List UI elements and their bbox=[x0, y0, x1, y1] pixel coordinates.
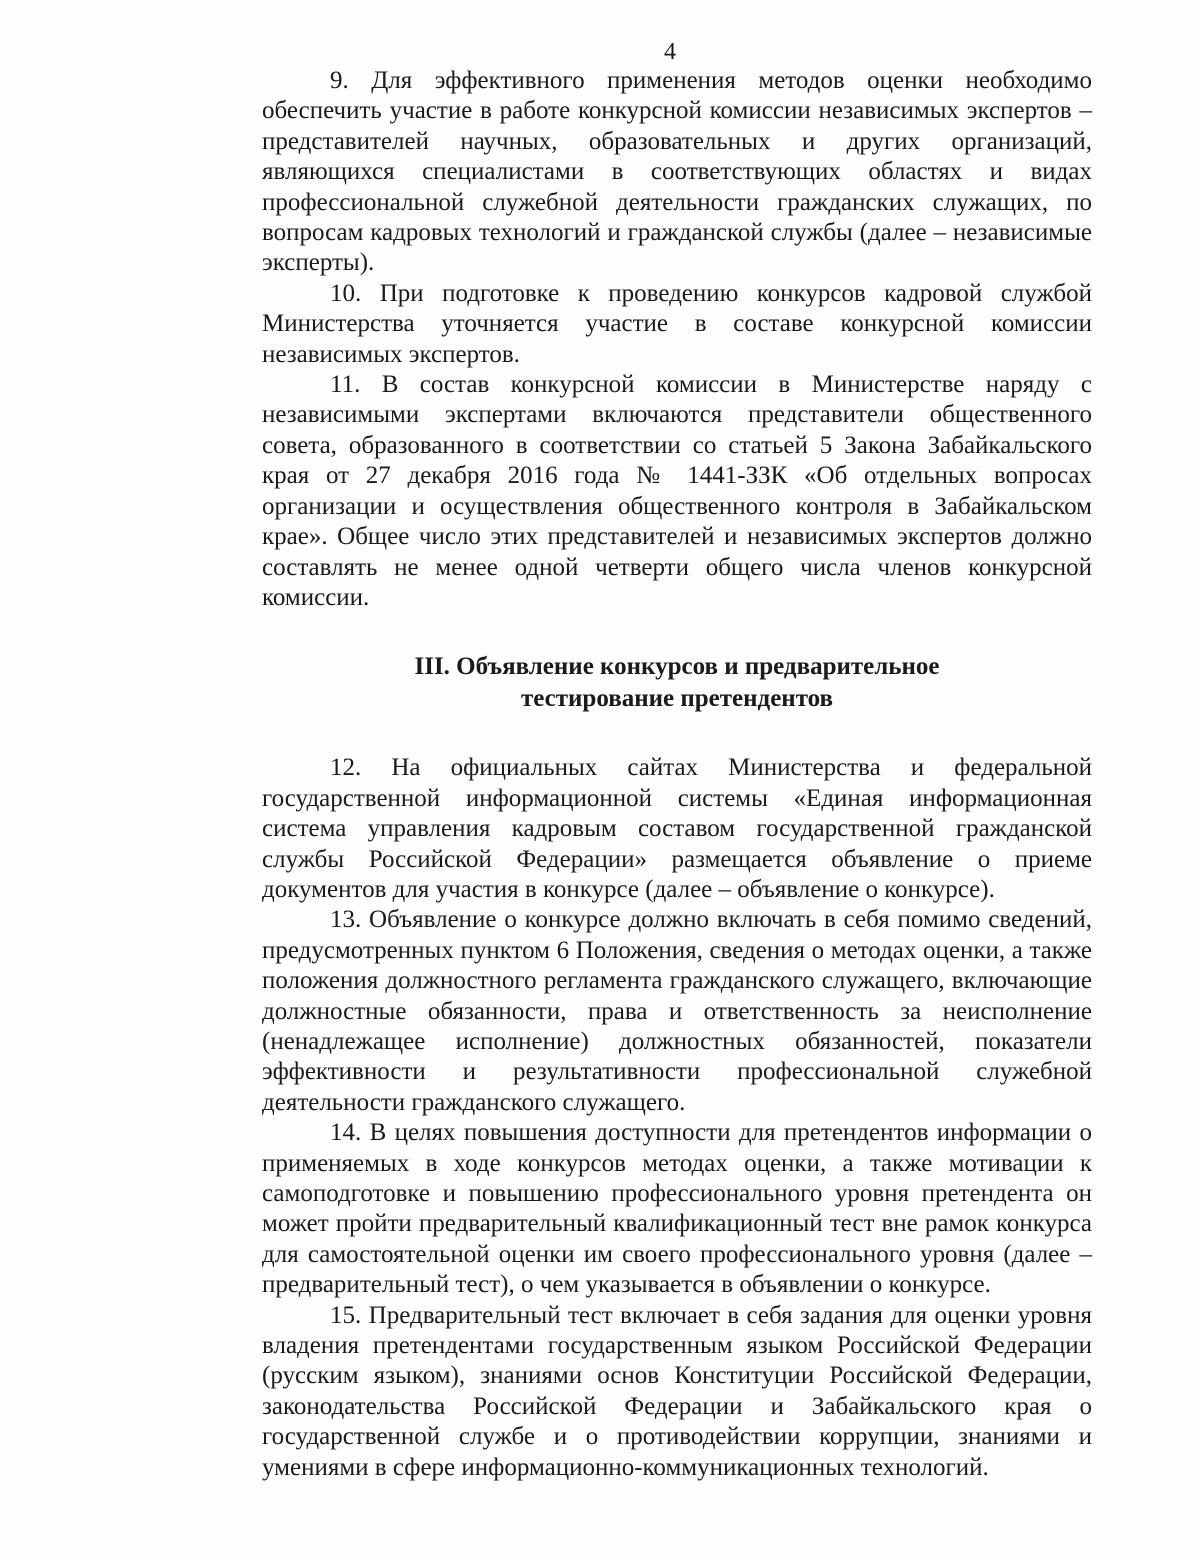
paragraph-9: 9. Для эффективного применения методов оценки необходимо обеспечить участие в работе конкурсной комиссии независимых экспертов – представителей научных, образовательных и других организаций, являющихся специалистами в соответствующих областях и видах профессиональной служебной деятельности гражданских служащих, по вопросам кадровых технологий и гражданской службы (далее – независимые эксперты). bbox=[262, 67, 1092, 277]
section-heading-line-2: тестирование претендентов bbox=[520, 685, 834, 713]
paragraph-14: 14. В целях повышения доступности для претендентов информации о применяемых в ходе конкурсов методах оценки, а также мотивации к самоподготовке и повышению профессионального уровня претендента он может пройти предварительный квалификационный тест вне рамок конкурса для самостоятельной оценки им своего профессионального уровня (далее – предварительный тест), о чем указывается в объявлении о конкурсе. bbox=[262, 1119, 1092, 1299]
paragraph-10: 10. При подготовке к проведению конкурсов кадровой службой Министерства уточняется участие в составе конкурсной комиссии независимых экспертов. bbox=[262, 279, 1092, 368]
paragraph-15: 15. Предварительный тест включает в себя задания для оценки уровня владения претендентами государственным языком Российской Федерации (русским языком), знаниями основ Конституции Российской Федерации, законодательства Российской Федерации и Забайкальского края о государственной службе и о противодействии коррупции, знаниями и умениями в сфере информационно-коммуникационных технологий. bbox=[262, 1301, 1092, 1481]
document-body bbox=[262, 66, 1092, 1483]
paragraph-12: 12. На официальных сайтах Министерства и федеральной государственной информационной системы «Единая информационная система управления кадровым составом государственной гражданской службы Российской Федерации» размещается объявление о приеме документов для участия в конкурсе (далее – объявление о конкурсе). bbox=[262, 754, 1092, 903]
section-heading-line-1: III. Объявление конкурсов и предварительное bbox=[414, 653, 940, 681]
paragraph-13: 13. Объявление о конкурсе должно включать в себя помимо сведений, предусмотренных пунктом 6 Положения, сведения о методах оценки, а также положения должностного регламента гражданского служащего, включающие должностные обязанности, права и ответственность за неисполнение (ненадлежащее исполнение) должностных обязанностей, показатели эффективности и результативности профессиональной служебной деятельности гражданского служащего. bbox=[262, 906, 1092, 1116]
page-number: 4 bbox=[664, 39, 676, 65]
paragraph-11: 11. В состав конкурсной комиссии в Министерстве наряду с независимыми экспертами включаются представители общественного совета, образованного в соответствии со статьей 5 Закона Забайкальского края от 27 декабря 2016 года № 1441-ЗЗК «Об отдельных вопросах организации и осуществления общественного контроля в Забайкальском крае». Общее число этих представителей и независимых экспертов должно составлять не менее одной четверти общего числа членов конкурсной комиссии. bbox=[262, 371, 1092, 611]
section-heading bbox=[262, 651, 1092, 715]
